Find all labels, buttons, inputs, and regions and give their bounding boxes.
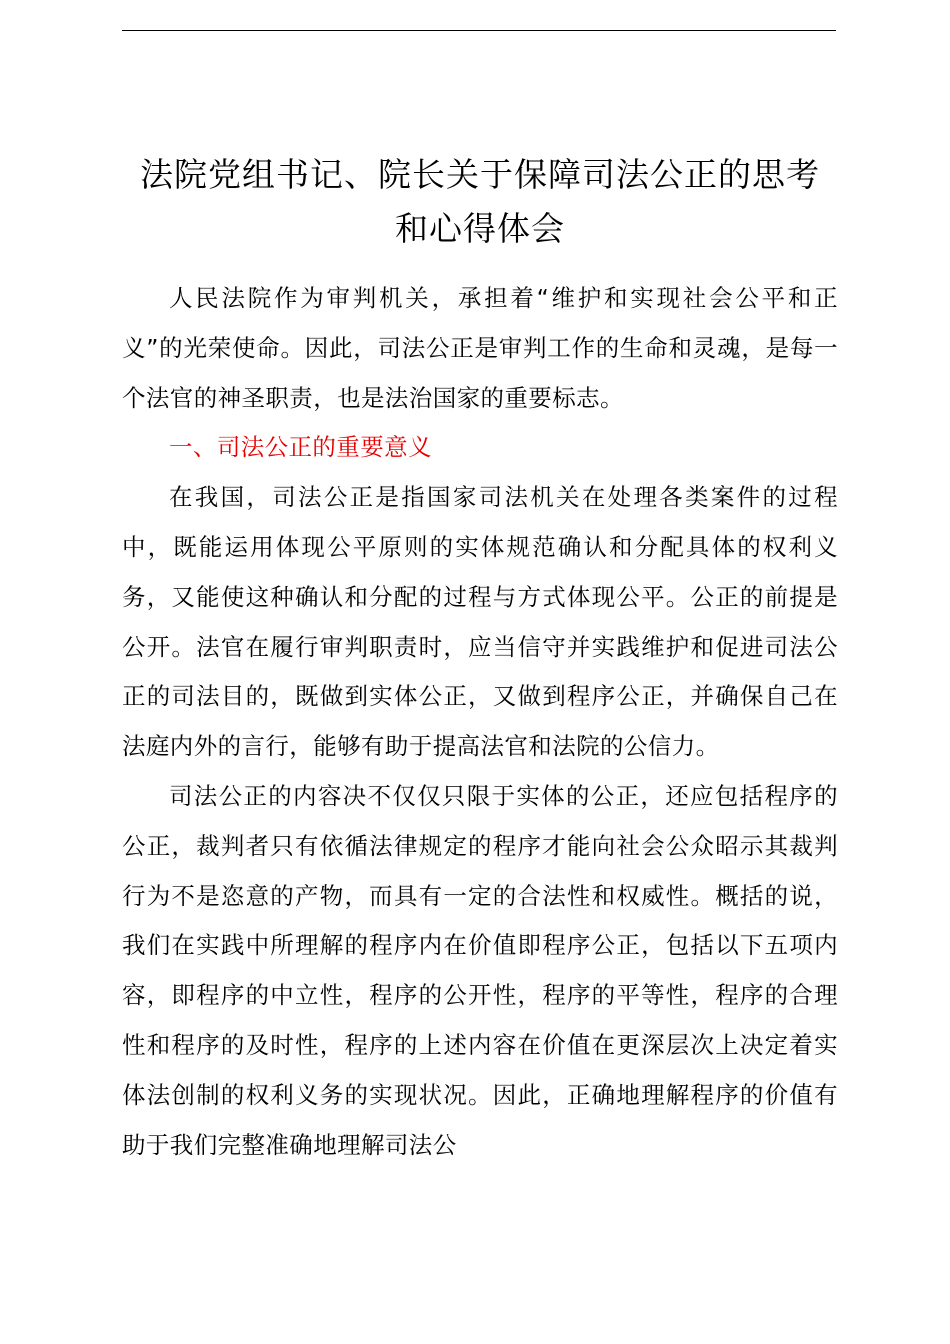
header-rule (122, 30, 836, 31)
document-body (122, 274, 838, 1170)
title-line-2: 和心得体会 (395, 209, 565, 248)
body-paragraph: 司法公正的内容决不仅仅只限于实体的公正，还应包括程序的公正，裁判者只有依循法律规定的程序才能向社会公众昭示其裁判行为不是恣意的产物，而具有一定的合法性和权威性。概括的说，我们在实践中所理解的程序内在价值即程序公正，包括以下五项内容，即程序的中立性，程序的公开性，程序的平等性，程序的合理性和程序的及时性，程序的上述内容在价值在更深层次上决定着实体法创制的权利义务的实现状况。因此，正确地理解程序的价值有助于我们完整准确地理解司法公 (122, 781, 838, 1159)
body-paragraph: 在我国，司法公正是指国家司法机关在处理各类案件的过程中，既能运用体现公平原则的实体规范确认和分配具体的权利义务，又能使这种确认和分配的过程与方式体现公平。公正的前提是公开。法官在履行审判职责时，应当信守并实践维护和促进司法公正的司法目的，既做到实体公正，又做到程序公正，并确保自己在法庭内外的言行，能够有助于提高法官和法院的公信力。 (122, 483, 838, 761)
intro-paragraph: 人民法院作为审判机关，承担着“维护和实现社会公平和正义”的光荣使命。因此，司法公正是审判工作的生命和灵魂，是每一个法官的神圣职责，也是法治国家的重要标志。 (122, 284, 838, 412)
document-title (110, 148, 850, 256)
title-line-1: 法院党组书记、院长关于保障司法公正的思考 (140, 155, 820, 194)
section-heading: 一、司法公正的重要意义 (169, 433, 432, 462)
